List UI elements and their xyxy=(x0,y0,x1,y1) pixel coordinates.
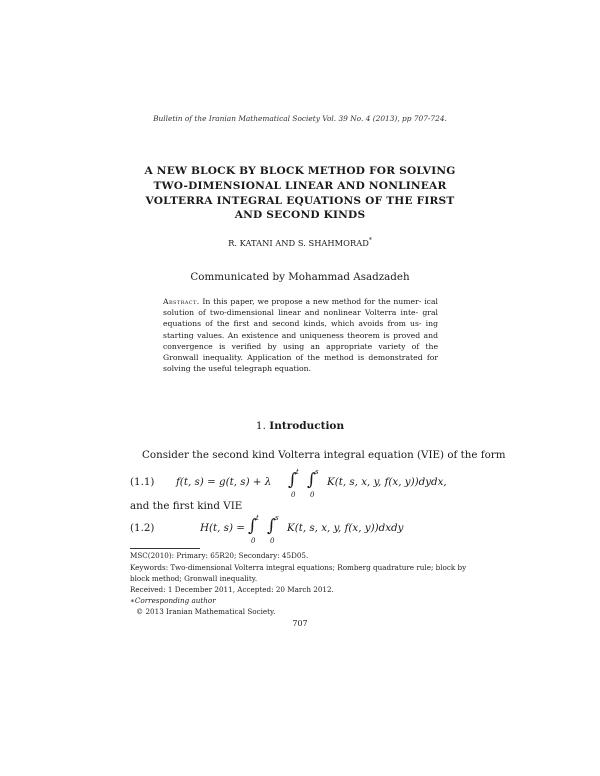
lower-limit: 0 xyxy=(251,537,256,545)
integral-sign: ∫ xyxy=(288,470,297,490)
lower-limit: 0 xyxy=(291,491,296,499)
integral-sign: ∫ xyxy=(248,516,257,536)
communicated-by: Communicated by Mohammad Asadzadeh xyxy=(190,271,410,283)
footnote-keywords: Keywords: Two-dimensional Volterra integral equations; Romberg quadrature rule; block by xyxy=(130,563,467,572)
abstract-label: Abstract. xyxy=(163,297,200,306)
section-title: Introduction xyxy=(269,420,345,432)
abstract-line: ing starting values. An existence and uniqueness theorem is proved xyxy=(163,319,438,340)
footnote-msc: MSC(2010): Primary: 65R20; Secondary: 45D05. xyxy=(130,551,309,560)
abstract-line: Gronwall inequality. Application of the method is demonstrated for xyxy=(163,353,438,363)
equation-integrand: K(t, s, x, y, f(x, y))dxdy xyxy=(287,522,404,534)
equation-1-2 xyxy=(130,514,470,550)
author-names: R. KATANI AND S. SHAHMORAD xyxy=(228,237,369,248)
first-kind-text: and the first kind VIE xyxy=(130,500,243,512)
upper-limit: t xyxy=(256,514,259,522)
footnote-corresponding: ∗Corresponding author xyxy=(130,596,216,605)
footnote-keywords: block method; Gronwall inequality. xyxy=(130,574,258,583)
abstract-line: In this paper, we propose a new method for the numer- xyxy=(202,297,422,306)
lower-limit: 0 xyxy=(310,491,315,499)
equation-number: (1.1) xyxy=(130,476,155,488)
abstract-line: gral equations of the first and second kinds, which avoids from us- xyxy=(163,308,438,329)
equation-number: (1.2) xyxy=(130,522,155,534)
abstract xyxy=(163,296,438,374)
equation-integrand: K(t, s, x, y, f(x, y))dydx, xyxy=(327,476,447,488)
title-line: AND SECOND KINDS xyxy=(234,209,366,222)
footnote-rule xyxy=(130,548,200,549)
intro-text: Consider the second kind Volterra integral equation (VIE) of the form xyxy=(142,449,506,461)
lower-limit: 0 xyxy=(270,537,275,545)
abstract-line: and convergence is verified by using an appropriate variety of the xyxy=(163,330,438,351)
journal-header: Bulletin of the Iranian Mathematical Society Vol. 39 No. 4 (2013), pp 707-724. xyxy=(153,114,447,123)
section-number: 1. xyxy=(255,420,266,432)
abstract-line: ical solution of two-dimensional linear and nonlinear Volterra inte- xyxy=(163,297,438,318)
footnote-received: Received: 1 December 2011, Accepted: 20 March 2012. xyxy=(130,585,334,594)
upper-limit: t xyxy=(296,468,299,476)
authors xyxy=(0,237,600,248)
equation-lhs: f(t, s) = g(t, s) + λ xyxy=(176,476,272,488)
title-line: VOLTERRA INTEGRAL EQUATIONS OF THE FIRST xyxy=(145,194,455,207)
integral-sign: ∫ xyxy=(267,516,276,536)
title-line: A NEW BLOCK BY BLOCK METHOD FOR SOLVING xyxy=(144,165,456,177)
page-number: 707 xyxy=(292,619,308,628)
upper-limit: s xyxy=(275,514,279,522)
title-line: TWO-DIMENSIONAL LINEAR AND NONLINEAR xyxy=(153,179,447,192)
equation-lhs: H(t, s) = xyxy=(200,522,245,534)
section-heading xyxy=(0,420,600,432)
integral-sign: ∫ xyxy=(307,470,316,490)
corresponding-mark: * xyxy=(368,237,372,244)
paper-title xyxy=(130,164,470,223)
upper-limit: s xyxy=(315,468,319,476)
equation-1-1 xyxy=(130,468,470,504)
abstract-line: solving the useful telegraph equation. xyxy=(163,364,312,374)
footnote-copyright: © 2013 Iranian Mathematical Society. xyxy=(136,607,276,616)
